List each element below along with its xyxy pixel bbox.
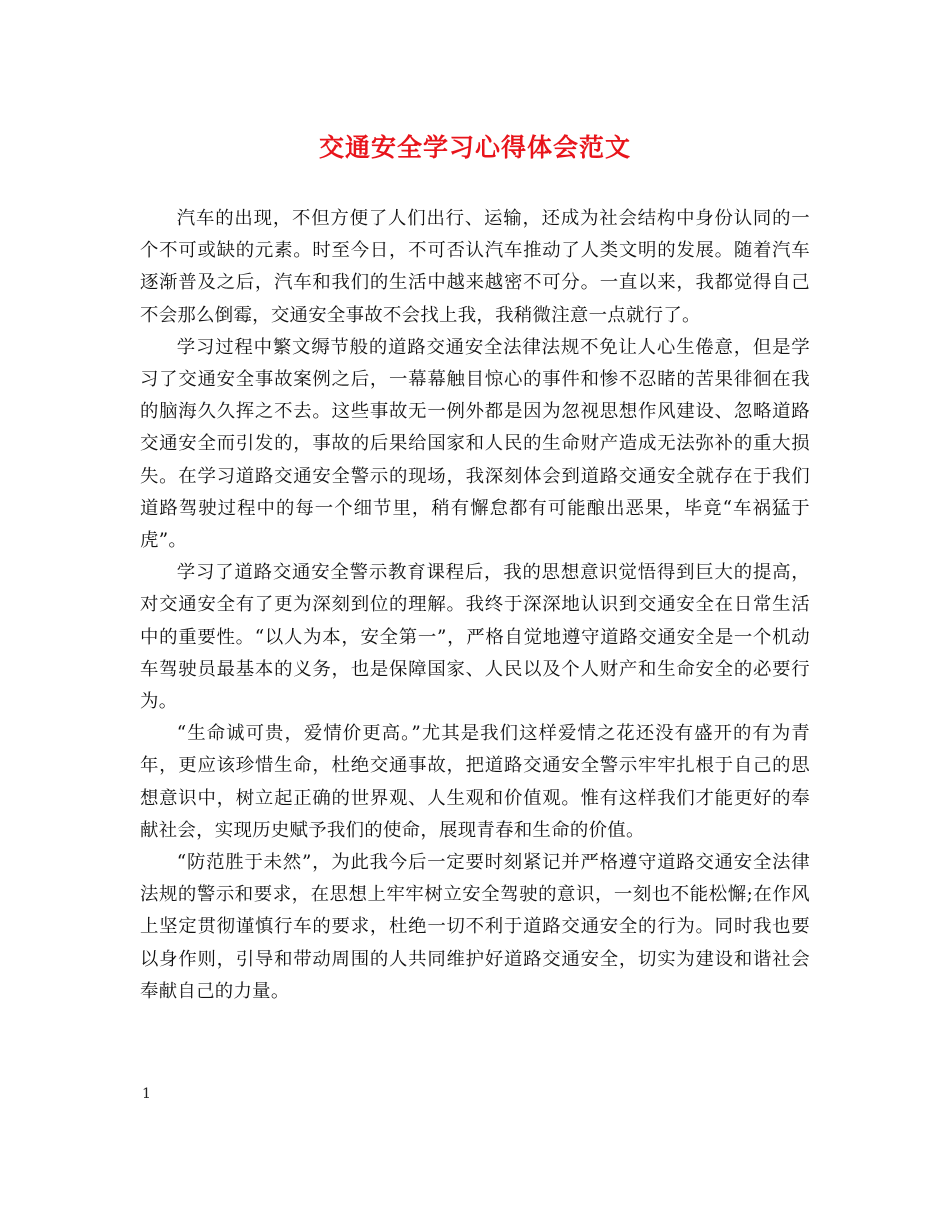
page-number: 1: [142, 1086, 151, 1102]
paragraph-5: “防范胜于未然”，为此我今后一定要时刻紧记并严格遵守道路交通安全法律法规的警示和要求，在思想上牢牢树立安全驾驶的意识，一刻也不能松懈;在作风上坚定贯彻谨慎行车的要求，杜绝一切不利于道路交通安全的行为。同时我也要以身作则，引导和带动周围的人共同维护好道路交通安全，切实为建设和谐社会奉献自己的力量。: [140, 852, 810, 1002]
paragraph-3: 学习了道路交通安全警示教育课程后，我的思想意识觉悟得到巨大的提高，对交通安全有了更为深刻到位的理解。我终于深深地认识到交通安全在日常生活中的重要性。“以人为本，安全第一”，严格自觉地遵守道路交通安全是一个机动车驾驶员最基本的义务，也是保障国家、人民以及个人财产和生命安全的必要行为。: [140, 562, 810, 713]
document-title: 交通安全学习心得体会范文: [318, 133, 631, 162]
paragraph-1: 汽车的出现，不但方便了人们出行、运输，还成为社会结构中身份认同的一个不可或缺的元素。时至今日，不可否认汽车推动了人类文明的发展。随着汽车逐渐普及之后，汽车和我们的生活中越来越密不可分。一直以来，我都觉得自己不会那么倒霉，交通安全事故不会找上我，我稍微注意一点就行了。: [140, 208, 810, 326]
document-body: [140, 203, 810, 1008]
paragraph-4: “生命诚可贵，爱情价更高。”尤其是我们这样爱情之花还没有盛开的有为青年，更应该珍惜生命，杜绝交通事故，把道路交通安全警示牢牢扎根于自己的思想意识中，树立起正确的世界观、人生观和价值观。惟有这样我们才能更好的奉献社会，实现历史赋予我们的使命，展现青春和生命的价值。: [140, 723, 810, 841]
paragraph-2: 学习过程中繁文缛节般的道路交通安全法律法规不免让人心生倦意，但是学习了交通安全事故案例之后，一幕幕触目惊心的事件和惨不忍睹的苦果徘徊在我的脑海久久挥之不去。这些事故无一例外都是因为忽视思想作风建设、忽略道路交通安全而引发的，事故的后果给国家和人民的生命财产造成无法弥补的重大损失。在学习道路交通安全警示的现场，我深刻体会到道路交通安全就存在于我们道路驾驶过程中的每一个细节里，稍有懈怠都有可能酿出恶果，毕竟“车祸猛于虎”。: [140, 336, 810, 552]
